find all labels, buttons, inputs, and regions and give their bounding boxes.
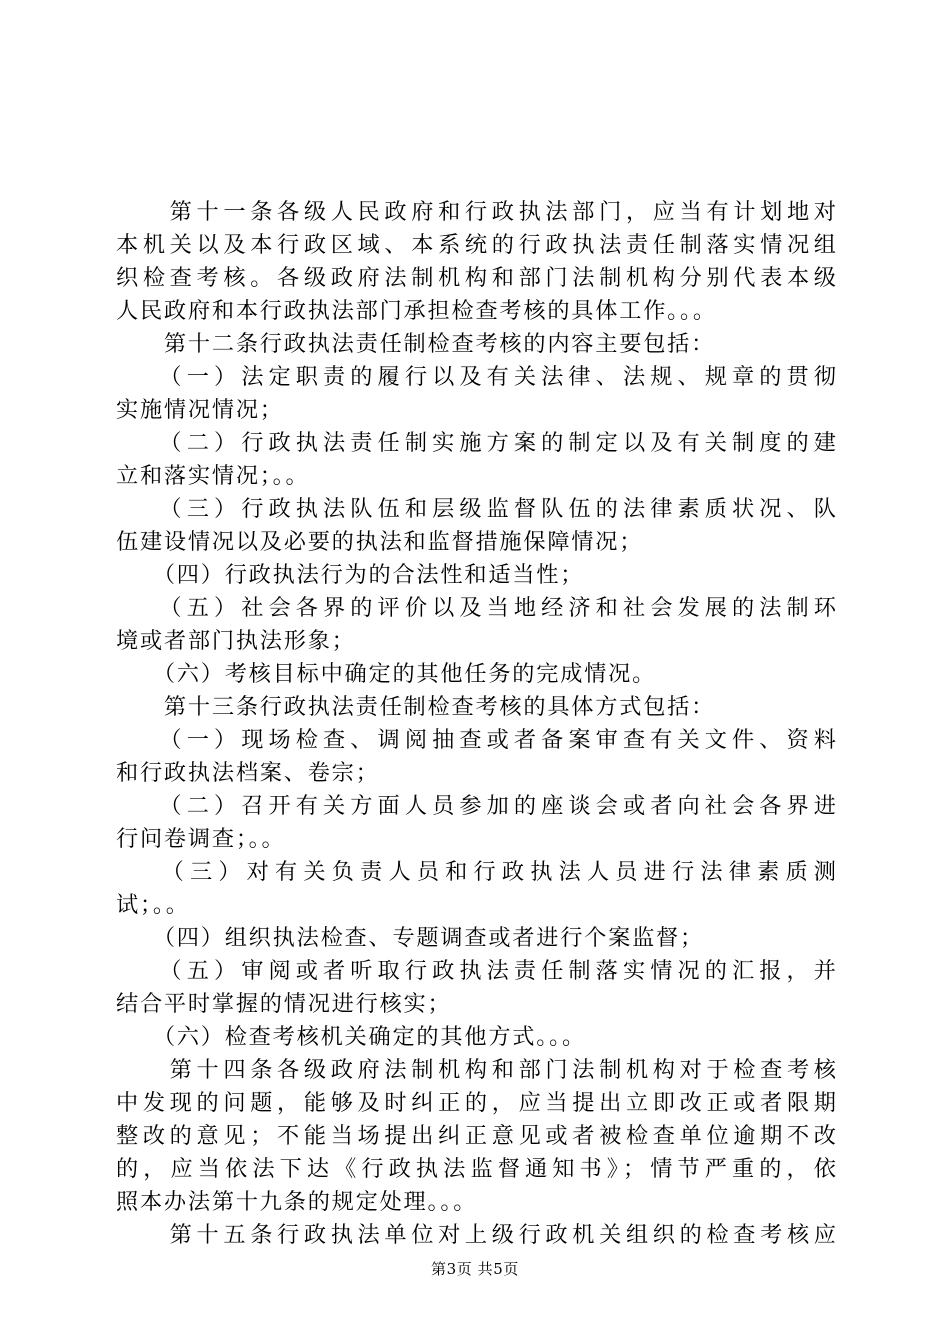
text-line: 第十四条各级政府法制机构和部门法制机构对于检查考核 — [116, 1057, 836, 1083]
text-line: （四）行政执法行为的合法性和适当性； — [116, 562, 585, 588]
page-footer: 第3页 共5页 — [430, 1260, 520, 1278]
text-line: 立和落实情况；。。 — [116, 463, 310, 489]
text-line: （一）法定职责的履行以及有关法律、法规、规章的贯彻 — [116, 364, 836, 390]
text-line: 行问卷调查；。。 — [116, 826, 286, 852]
text-line: 第十二条行政执法责任制检查考核的内容主要包括： — [116, 331, 716, 357]
text-line: 伍建设情况以及必要的执法和监督措施保障情况； — [116, 529, 644, 555]
text-line: （一）现场检查、调阅抽查或者备案审查有关文件、资料 — [116, 727, 836, 753]
text-line: （三）行政执法队伍和层级监督队伍的法律素质状况、队 — [116, 496, 836, 522]
text-line: 人民政府和本行政执法部门承担检查考核的具体工作。。。 — [116, 298, 717, 324]
text-line: 和行政执法档案、卷宗； — [116, 760, 380, 786]
text-line: 实施情况情况； — [116, 397, 284, 423]
text-line: 第十一条各级人民政府和行政执法部门，应当有计划地对 — [116, 199, 836, 225]
document-body — [116, 196, 836, 1252]
text-line: （二）行政执法责任制实施方案的制定以及有关制度的建 — [116, 430, 836, 456]
text-line: （四）组织执法检查、专题调查或者进行个案监督； — [116, 925, 704, 951]
text-line: （六）检查考核机关确定的其他方式。。。 — [116, 1024, 586, 1050]
text-line: 织检查考核。各级政府法制机构和部门法制机构分别代表本级 — [116, 265, 836, 291]
text-line: 试；。。 — [116, 892, 190, 918]
text-line: （三）对有关负责人员和行政执法人员进行法律素质测 — [116, 859, 836, 885]
text-line: （五）审阅或者听取行政执法责任制落实情况的汇报，并 — [116, 958, 836, 984]
text-line: 本机关以及本行政区域、本系统的行政执法责任制落实情况组 — [116, 232, 836, 258]
text-line: 的，应当依法下达《行政执法监督通知书》；情节严重的，依 — [116, 1156, 836, 1182]
text-line: 中发现的问题，能够及时纠正的，应当提出立即改正或者限期 — [116, 1090, 836, 1116]
text-line: （五）社会各界的评价以及当地经济和社会发展的法制环 — [116, 595, 836, 621]
text-line: 照本办法第十九条的规定处理。。。 — [116, 1189, 478, 1215]
text-line: 结合平时掌握的情况进行核实； — [116, 991, 452, 1017]
text-line: 整改的意见；不能当场提出纠正意见或者被检查单位逾期不改 — [116, 1123, 836, 1149]
text-line: 第十五条行政执法单位对上级行政机关组织的检查考核应 — [116, 1222, 836, 1248]
text-line: 第十三条行政执法责任制检查考核的具体方式包括： — [116, 694, 716, 720]
text-line: （二）召开有关方面人员参加的座谈会或者向社会各界进 — [116, 793, 836, 819]
text-line: （六）考核目标中确定的其他任务的完成情况。 — [116, 661, 657, 687]
text-line: 境或者部门执法形象； — [116, 628, 356, 654]
